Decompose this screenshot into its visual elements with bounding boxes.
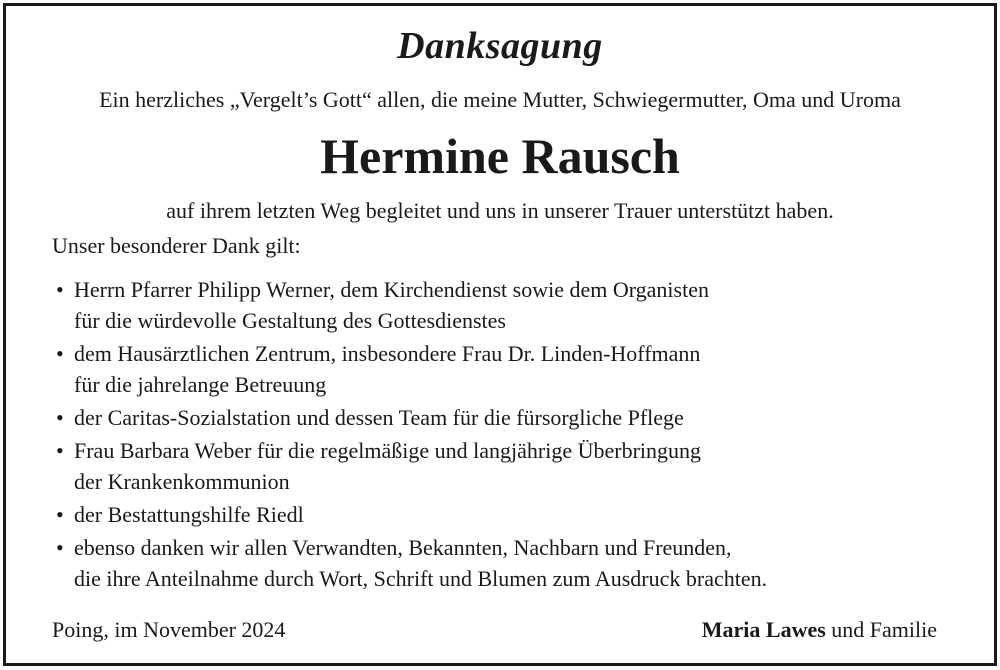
notice-title: Danksagung	[397, 25, 603, 67]
bullet-icon: •	[56, 405, 64, 430]
list-item	[54, 274, 954, 336]
list-item-line: der Caritas-Sozialstation und dessen Team für die fürsorgliche Pflege	[74, 405, 684, 430]
bullet-icon: •	[56, 341, 64, 366]
list-item-line: für die jahrelange Betreuung	[74, 372, 327, 397]
list-item	[54, 532, 954, 594]
list-item	[54, 402, 954, 433]
bullet-icon: •	[56, 438, 64, 463]
bullet-icon: •	[56, 535, 64, 560]
list-item-line: der Krankenkommunion	[74, 469, 290, 494]
deceased-name: Hermine Rausch	[320, 128, 680, 184]
escort-text: auf ihrem letzten Weg begleitet und uns in unserer Trauer unterstützt haben.	[166, 198, 834, 223]
list-item	[54, 499, 954, 530]
signer-suffix: und Familie	[831, 617, 937, 642]
list-item-line: der Bestattungshilfe Riedl	[74, 502, 304, 527]
list-item-line: Herrn Pfarrer Philipp Werner, dem Kirchendienst sowie dem Organisten	[74, 277, 709, 302]
list-item	[54, 338, 954, 400]
list-item-line: die ihre Anteilnahme durch Wort, Schrift und Blumen zum Ausdruck brachten.	[74, 566, 768, 591]
list-item-line: für die würdevolle Gestaltung des Gottesdienstes	[74, 308, 506, 333]
list-item	[54, 435, 954, 497]
thanks-list	[54, 274, 954, 596]
list-item-line: ebenso danken wir allen Verwandten, Bekannten, Nachbarn und Freunden,	[74, 535, 732, 560]
signature	[702, 617, 937, 643]
list-item-line: Frau Barbara Weber für die regelmäßige und langjährige Überbringung	[74, 438, 702, 463]
intro-text: Ein herzliches „Vergelt’s Gott“ allen, die meine Mutter, Schwiegermutter, Oma und Uroma	[99, 87, 901, 112]
signer-name: Maria Lawes	[701, 617, 826, 642]
list-item-line: dem Hausärztlichen Zentrum, insbesondere Frau Dr. Linden-Hoffmann	[74, 341, 701, 366]
thanks-heading: Unser besonderer Dank gilt:	[52, 233, 301, 258]
bullet-icon: •	[56, 502, 64, 527]
place-date: Poing, im November 2024	[52, 617, 286, 642]
bullet-icon: •	[56, 277, 64, 302]
